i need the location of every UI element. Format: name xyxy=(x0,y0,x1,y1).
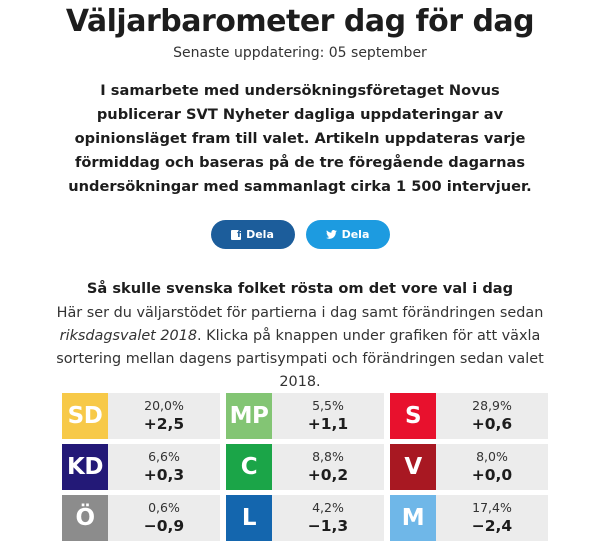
party-values xyxy=(108,444,220,490)
party-values xyxy=(108,495,220,541)
party-card-o xyxy=(62,495,220,541)
section-description xyxy=(50,302,550,394)
desc-part-1: Här ser du väljarstödet för partierna i dag samt förändringen sedan xyxy=(56,305,544,321)
party-percent: 8,0% xyxy=(476,449,508,464)
party-change: +1,1 xyxy=(307,415,349,433)
party-percent: 0,6% xyxy=(148,500,180,515)
party-card-mp xyxy=(226,393,384,439)
party-percent: 6,6% xyxy=(148,449,180,464)
party-change: −0,9 xyxy=(143,517,185,535)
desc-part-2: . Klicka på knappen under grafiken för att växla sortering mellan dagens partisympati och förändringen sedan valet 2018. xyxy=(56,328,544,390)
party-card-m xyxy=(390,495,548,541)
party-grid xyxy=(62,393,548,541)
facebook-share-button[interactable] xyxy=(211,220,295,249)
party-percent: 5,5% xyxy=(312,398,344,413)
facebook-share-label: Dela xyxy=(246,228,274,241)
party-change: +0,6 xyxy=(471,415,513,433)
party-values xyxy=(272,444,384,490)
party-change: +0,3 xyxy=(143,466,185,484)
party-change: +0,0 xyxy=(471,466,513,484)
party-values xyxy=(272,495,384,541)
party-badge: S xyxy=(390,393,436,439)
party-percent: 8,8% xyxy=(312,449,344,464)
party-percent: 17,4% xyxy=(472,500,512,515)
party-values xyxy=(436,444,548,490)
party-badge: Ö xyxy=(62,495,108,541)
last-updated: Senaste uppdatering: 05 september xyxy=(173,45,427,61)
party-percent: 4,2% xyxy=(312,500,344,515)
twitter-share-label: Dela xyxy=(341,228,370,241)
party-badge: M xyxy=(390,495,436,541)
party-badge: KD xyxy=(62,444,108,490)
party-badge: V xyxy=(390,444,436,490)
party-values xyxy=(108,393,220,439)
party-card-kd xyxy=(62,444,220,490)
party-change: +2,5 xyxy=(143,415,185,433)
party-card-v xyxy=(390,444,548,490)
party-percent: 20,0% xyxy=(144,398,184,413)
party-change: +0,2 xyxy=(307,466,349,484)
party-card-sd xyxy=(62,393,220,439)
twitter-icon xyxy=(326,230,337,239)
section-title: Så skulle svenska folket rösta om det vore val i dag xyxy=(86,280,514,297)
party-card-l xyxy=(226,495,384,541)
facebook-icon: f xyxy=(231,230,241,240)
desc-emphasis: riksdagsvalet 2018 xyxy=(59,328,198,344)
party-card-s xyxy=(390,393,548,439)
party-values xyxy=(436,393,548,439)
party-badge: L xyxy=(226,495,272,541)
party-badge: C xyxy=(226,444,272,490)
twitter-share-button[interactable] xyxy=(306,220,390,249)
party-values xyxy=(436,495,548,541)
party-change: −1,3 xyxy=(307,517,349,535)
lead-paragraph: I samarbete med undersökningsföretaget Novus publicerar SVT Nyheter dagliga uppdateringar av opinionsläget fram till valet. Artikeln uppdateras varje förmiddag och baseras på de tre föregående dagarnas undersökningar med sammanlagt cirka 1 500 intervjuer. xyxy=(68,82,532,195)
party-change: −2,4 xyxy=(471,517,513,535)
party-percent: 28,9% xyxy=(472,398,512,413)
party-card-c xyxy=(226,444,384,490)
party-badge: MP xyxy=(226,393,272,439)
share-buttons xyxy=(0,220,600,249)
party-badge: SD xyxy=(62,393,108,439)
party-values xyxy=(272,393,384,439)
page-title: Väljarbarometer dag för dag xyxy=(65,4,535,39)
